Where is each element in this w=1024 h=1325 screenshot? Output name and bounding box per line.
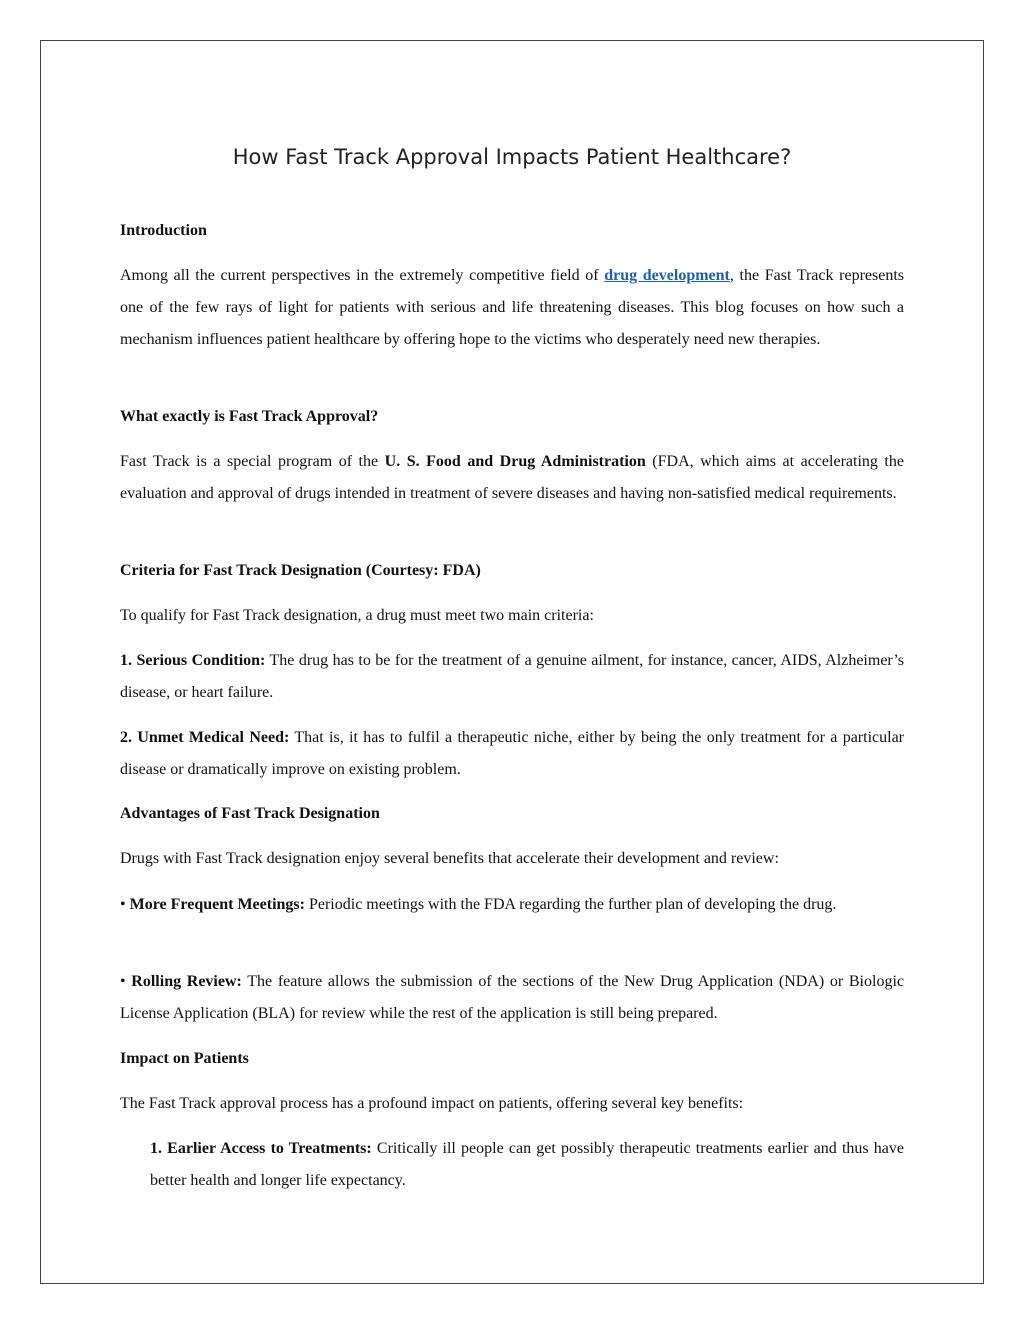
criteria-item-text: The drug has to be for the treatment of a genuine ailment, for instance, cancer, AIDS, Alzheimer’s disease, or heart failure. <box>120 652 905 701</box>
section-heading-criteria: Criteria for Fast Track Designation (Courtesy: FDA) <box>120 562 481 579</box>
impact-intro: The Fast Track approval process has a profound impact on patients, offering several key benefits: <box>120 1095 744 1112</box>
advantage-item-label: Rolling Review: <box>131 973 242 990</box>
advantage-item-text: The feature allows the submission of the sections of the New Drug Application (NDA) or Biologic License Application (BLA) for review while the rest of the application is still being prepared. <box>120 973 904 1022</box>
page-title: How Fast Track Approval Impacts Patient Healthcare? <box>232 145 792 169</box>
criteria-item-label: 2. Unmet Medical Need: <box>120 729 290 746</box>
section-heading-impact: Impact on Patients <box>120 1050 249 1067</box>
advantage-item-rolling-review <box>120 966 904 1030</box>
bullet: • <box>120 896 130 913</box>
what-is-text-start: Fast Track is a special program of the <box>120 453 385 470</box>
fda-name: U. S. Food and Drug Administration <box>384 453 646 470</box>
criteria-intro: To qualify for Fast Track designation, a drug must meet two main criteria: <box>120 607 594 624</box>
what-is-text-end: (FDA, which aims at accelerating the evaluation and approval of drugs intended in treatment of severe diseases and having non-satisfied medical requirements. <box>120 453 904 502</box>
advantage-item-meetings <box>120 889 904 921</box>
introduction-text-end: , the Fast Track represents one of the few rays of light for patients with serious and life threatening diseases. This blog focuses on how such a mechanism influences patient healthcare by offering hope to the victims who desperately need new therapies. <box>120 267 905 348</box>
impact-item-text: Critically ill people can get possibly therapeutic treatments earlier and thus have better health and longer life expectancy. <box>150 1140 905 1189</box>
criteria-item-unmet-need <box>120 722 904 786</box>
introduction-paragraph <box>120 260 904 356</box>
section-heading-advantages: Advantages of Fast Track Designation <box>120 805 380 822</box>
impact-item-earlier-access <box>150 1133 904 1197</box>
section-heading-what-is: What exactly is Fast Track Approval? <box>120 408 379 425</box>
impact-item-label: 1. Earlier Access to Treatments: <box>150 1140 372 1157</box>
criteria-item-text: That is, it has to fulfil a therapeutic niche, either by being the only treatment for a particular disease or dramatically improve on existing problem. <box>120 729 905 778</box>
criteria-item-serious-condition <box>120 645 904 709</box>
introduction-text-start: Among all the current perspectives in the extremely competitive field of <box>120 267 605 284</box>
advantages-intro: Drugs with Fast Track designation enjoy several benefits that accelerate their development and review: <box>120 850 779 867</box>
drug-development-link[interactable]: drug development <box>604 267 730 284</box>
bullet: • <box>120 973 132 990</box>
advantage-item-text: Periodic meetings with the FDA regarding the further plan of developing the drug. <box>304 896 837 913</box>
section-heading-introduction: Introduction <box>120 222 207 239</box>
criteria-item-label: 1. Serious Condition: <box>120 652 266 669</box>
advantage-item-label: More Frequent Meetings: <box>129 896 305 913</box>
what-is-paragraph <box>120 446 904 510</box>
